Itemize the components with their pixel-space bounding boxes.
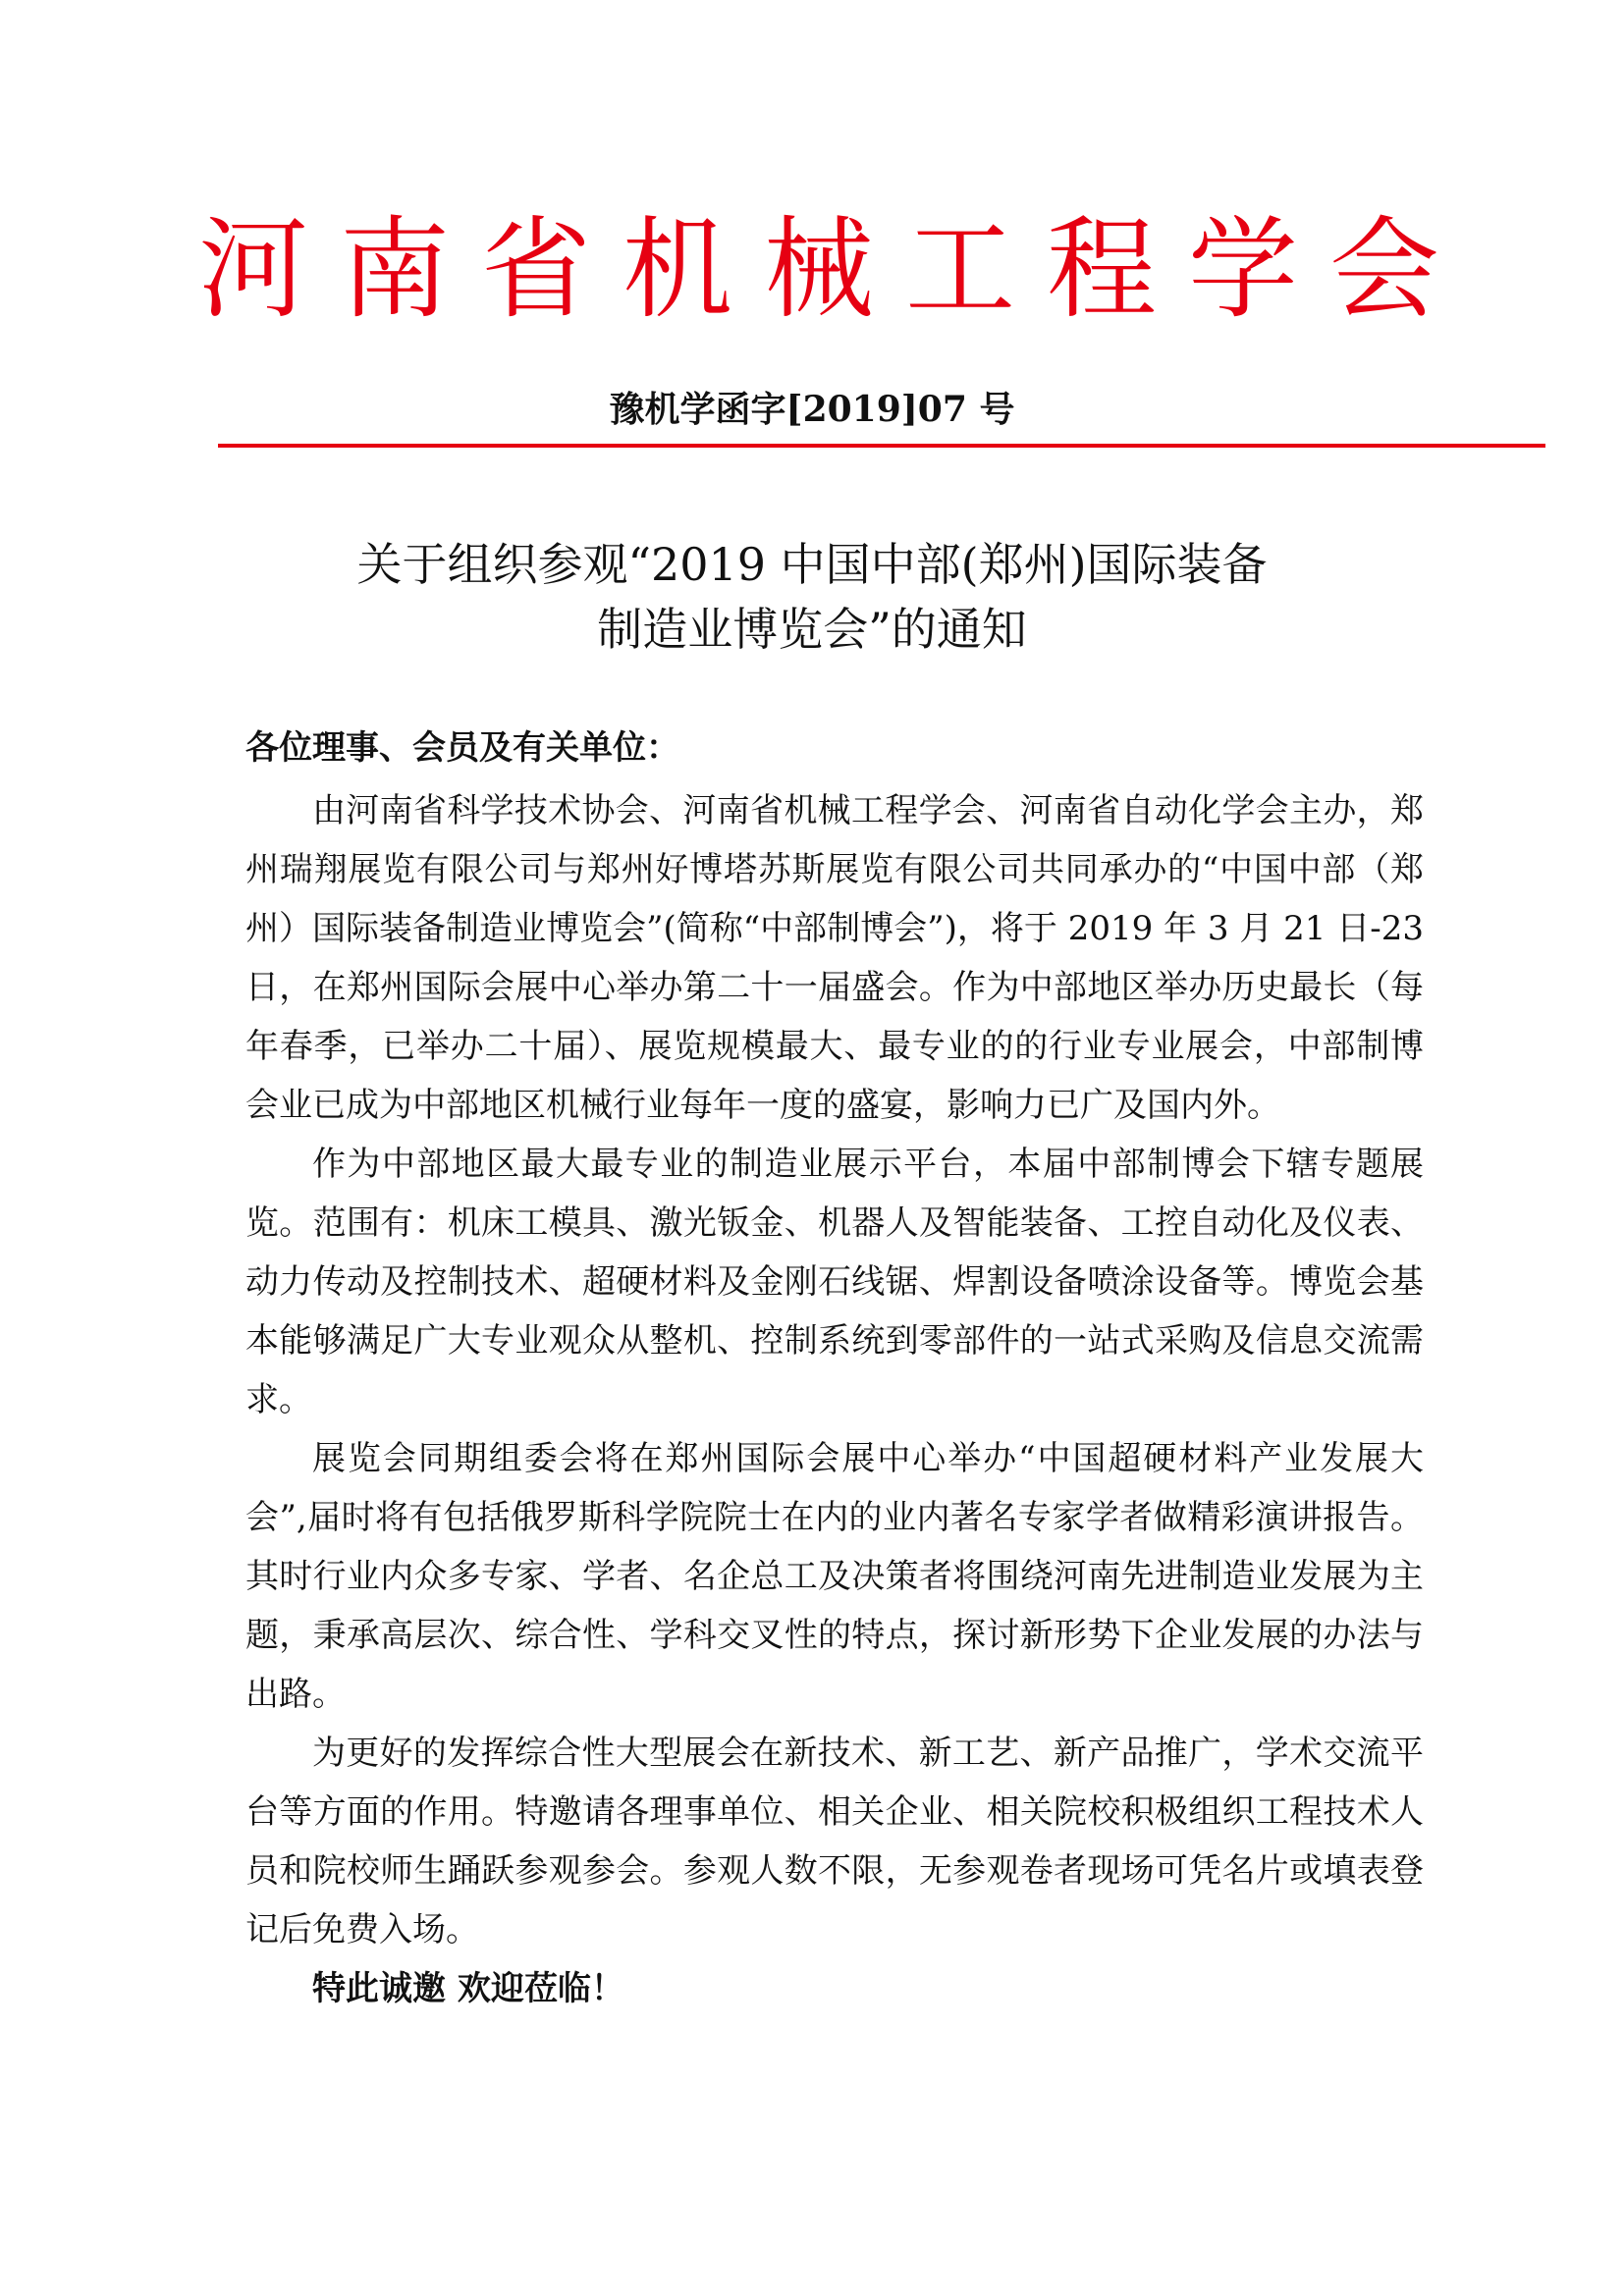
paragraph-2: 作为中部地区最大最专业的制造业展示平台，本届中部制博会下辖专题展览。范围有：机床工模具、激光钣金、机器人及智能装备、工控自动化及仪表、动力传动及控制技术、超硬材料及金刚石线锯、焊割设备喷涂设备等。博览会基本能够满足广大专业观众从整机、控制系统到零部件的一站式采购及信息交流需求。 [245,1145,1424,1419]
paragraph-3: 展览会同期组委会将在郑州国际会展中心举办“中国超硬材料产业发展大会”,届时将有包括俄罗斯科学院院士在内的业内著名专家学者做精彩演讲报告。其时行业内众多专家、学者、名企总工及决策者将围绕河南先进制造业发展为主题，秉承高层次、综合性、学科交叉性的特点，探讨新形势下企业发展的办法与出路。 [245,1439,1424,1714]
notice-title-line-2: 制造业博览会”的通知 [597,603,1027,656]
notice-title-line-1: 关于组织参观“2019 中国中部(郑州)国际装备 [356,538,1268,591]
paragraph-4: 为更好的发挥综合性大型展会在新技术、新工艺、新产品推广，学术交流平台等方面的作用。特邀请各理事单位、相关企业、相关院校积极组织工程技术人员和院校师生踊跃参观参会。参观人数不限，无参观卷者现场可凭名片或填表登记后免费入场。 [245,1734,1424,1949]
organization-name: 河南省机械工程学会 [198,206,1471,334]
notice-title [0,532,1624,662]
header-divider [218,444,1545,448]
salutation: 各位理事、会员及有关单位： [245,728,679,768]
document-number: 豫机学函字[2019]07 号 [609,389,1015,430]
closing-line: 特此诚邀 欢迎莅临！ [312,1969,624,2008]
paragraph-1: 由河南省科学技术协会、河南省机械工程学会、河南省自动化学会主办，郑州瑞翔展览有限公司与郑州好博塔苏斯展览有限公司共同承办的“中国中部（郑州）国际装备制造业博览会”(简称“中部制博会”)，将于 2019 年 3 月 21 日-23 日，在郑州国际会展中心举办第二十一届盛会。作为中部地区举办历史最长（每年春季，已举办二十届）、展览规模最大、最专业的的行业专业展会，中部制博会业已成为中部地区机械行业每年一度的盛宴，影响力已广及国内外。 [245,791,1424,1125]
letter-body [245,781,1424,2018]
